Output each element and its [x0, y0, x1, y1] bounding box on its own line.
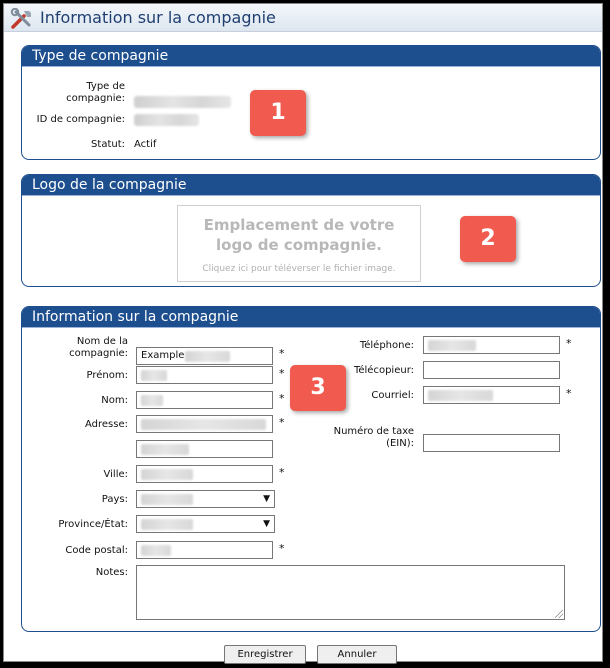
chevron-down-icon: ▼ [263, 519, 270, 529]
window-title: Information sur la compagnie [40, 8, 276, 27]
postal-code-label: Code postal: [65, 545, 128, 556]
fax-input[interactable] [423, 361, 560, 379]
notes-label: Notes: [95, 567, 128, 578]
province-label: Province/État: [58, 519, 128, 530]
email-input[interactable] [423, 386, 560, 404]
chevron-down-icon: ▼ [263, 494, 270, 504]
status-value: Actif [134, 139, 157, 150]
required-mark: * [279, 466, 285, 479]
company-type-label: Type de compagnie: [66, 81, 125, 104]
fax-label: Télécopieur: [353, 365, 414, 376]
logo-placeholder-line2: logo de compagnie. [216, 236, 382, 254]
email-label: Courriel: [371, 390, 414, 401]
address-input[interactable] [136, 415, 273, 433]
province-select[interactable] [136, 515, 275, 533]
city-input[interactable] [136, 465, 273, 483]
callout-badge-2: 2 [460, 216, 516, 262]
city-label: Ville: [103, 469, 128, 480]
title-bar [4, 4, 602, 32]
required-mark: * [279, 347, 285, 360]
callout-badge-1: 1 [250, 90, 306, 136]
first-name-label: Prénom: [86, 370, 128, 381]
address-line2-input[interactable] [136, 440, 273, 458]
company-logo-header: Logo de la compagnie [22, 175, 600, 196]
callout-badge-3: 3 [290, 365, 346, 411]
company-type-value [134, 96, 231, 108]
save-button[interactable]: Enregistrer [224, 645, 306, 664]
required-mark: * [279, 416, 285, 429]
company-info-section [21, 306, 601, 632]
company-info-header: Information sur la compagnie [22, 307, 600, 328]
company-name-label: Nom de la compagnie: [69, 336, 128, 359]
window [3, 3, 603, 662]
tax-number-label: Numéro de taxe (EIN): [333, 426, 414, 449]
company-type-section [21, 45, 601, 160]
company-name-value: Example [141, 350, 185, 361]
tools-icon [10, 8, 34, 30]
notes-textarea[interactable] [136, 565, 565, 620]
logo-upload-hint: Cliquez ici pour téléverser le fichier image. [202, 264, 396, 274]
last-name-input[interactable] [136, 391, 273, 409]
required-mark: * [566, 337, 572, 350]
company-name-input[interactable] [136, 347, 273, 365]
resize-handle-icon[interactable] [555, 610, 563, 618]
first-name-input[interactable] [136, 366, 273, 384]
last-name-label: Nom: [101, 395, 128, 406]
required-mark: * [279, 367, 285, 380]
tax-number-input[interactable] [423, 434, 560, 452]
phone-label: Téléphone: [359, 340, 414, 351]
company-type-header: Type de compagnie [22, 46, 600, 67]
phone-input[interactable] [423, 336, 560, 354]
country-label: Pays: [101, 494, 128, 505]
address-label: Adresse: [85, 419, 128, 430]
required-mark: * [279, 542, 285, 555]
postal-code-input[interactable] [136, 541, 273, 559]
cancel-button[interactable]: Annuler [317, 645, 397, 664]
country-select[interactable] [136, 490, 275, 508]
required-mark: * [279, 392, 285, 405]
company-id-label: ID de compagnie: [36, 114, 125, 125]
required-mark: * [566, 387, 572, 400]
logo-upload-area[interactable] [177, 205, 421, 282]
logo-placeholder-line1: Emplacement de votre [203, 216, 395, 234]
status-label: Statut: [91, 139, 125, 150]
company-id-value [134, 114, 199, 126]
